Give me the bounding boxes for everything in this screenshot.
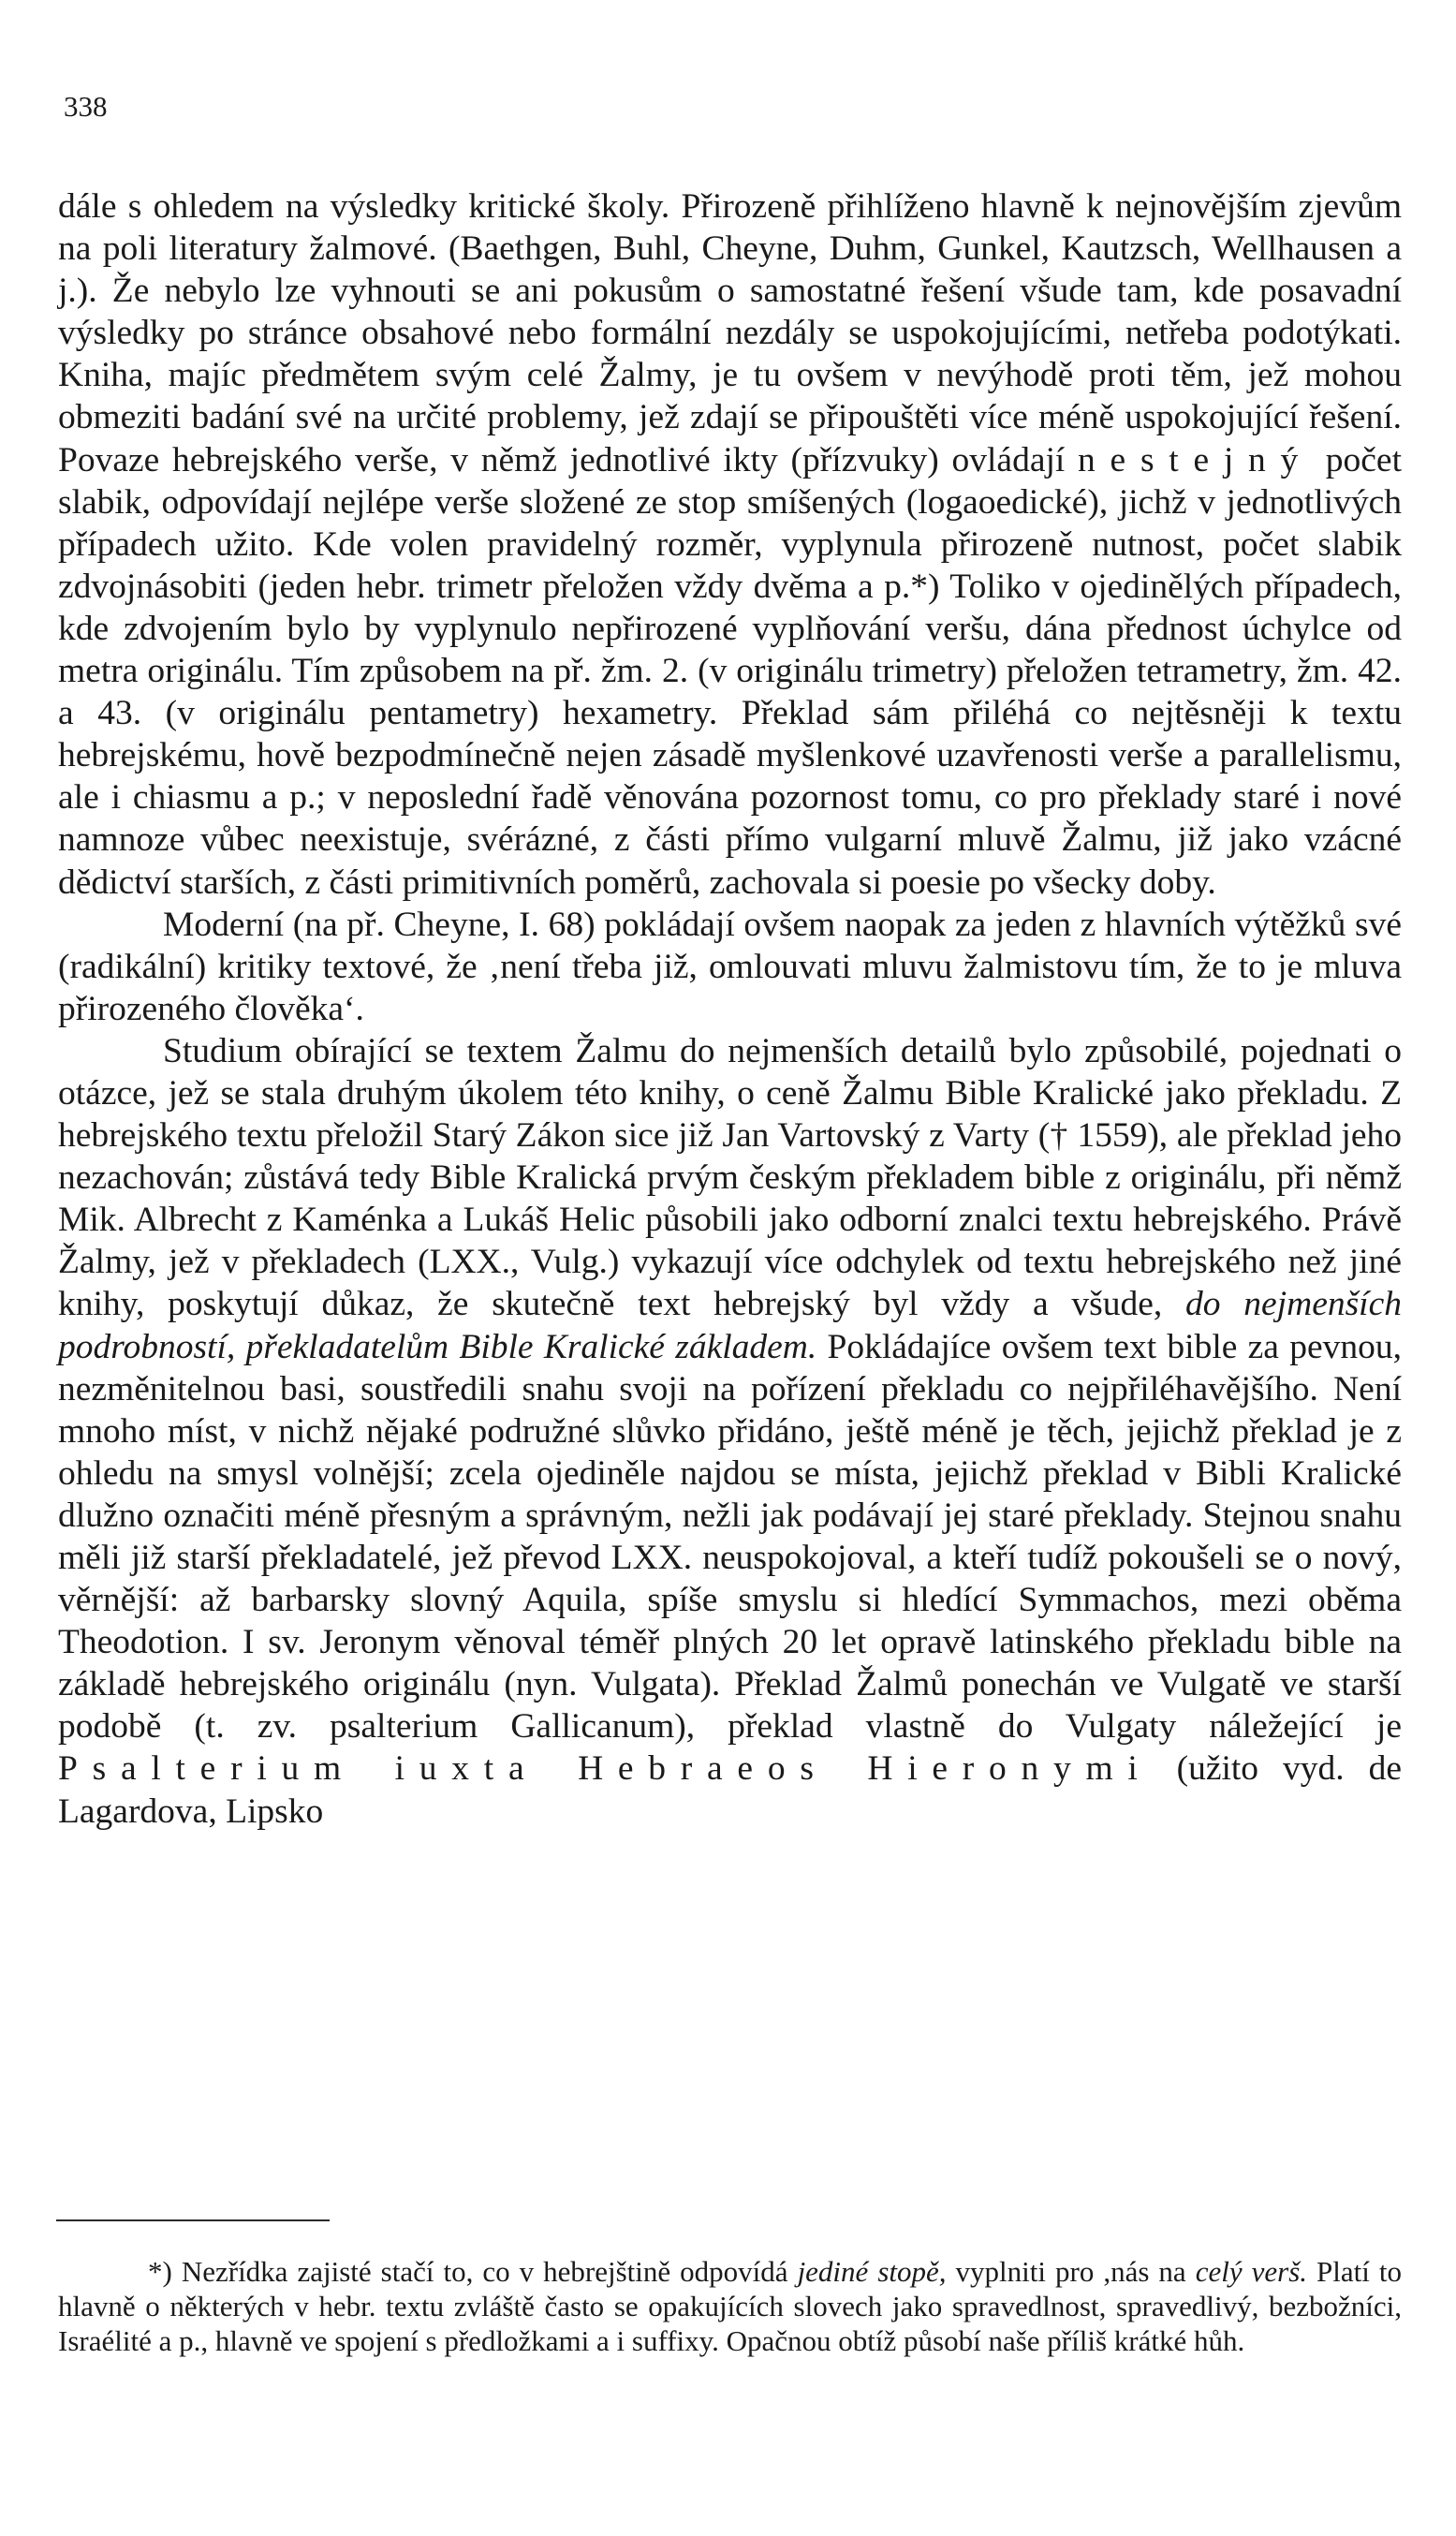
text-segment: Moderní (na př. Cheyne, I. 68) pokládají ovšem naopak za jeden z hlavních výtěžků své (radikální) kritiky textové, že ‚není třeba již, omlouvati mluvu žalmistovu tím, že to je mluva přirozeného člověka‘. [58,905,1402,1028]
paragraph [58,185,1402,904]
body-text [58,185,1402,1833]
text-segment: Pokládajíce ovšem text bible za pevnou, nezměnitelnou basi, soustředili snahu svoji na pořízení překladu co nejpřiléhavějšího. Není mnoho míst, v nichž nějaké podružné slůvko přidáno, ještě méně je těch, jejichž překlad je z ohledu na smysl volnější; zcela ojediněle najdou se místa, jejichž překlad v Bibli Kralické dlužno označiti méně přesným a správným, nežli jak podávají jej staré překlady. Stejnou snahu měli již starší překladatelé, jež převod LXX. neuspokojoval, a kteří tudíž pokoušeli se o nový, věrnější: až barbarsky slovný Aquila, spíše smyslu si hledící Symmachos, mezi oběma Theodotion. I sv. Jeronym věnoval téměř plných 20 let opravě latinského překladu bible na základě hebrejského originálu (nyn. Vulgata). Překlad Žalmů ponechán ve Vulgatě ve starší podobě (t. zv. psalterium Gallicanum), překlad vlastně do Vulgaty náležející je [58,1327,1402,1747]
text-segment: celý verš. [1195,2255,1308,2288]
text-segment: dále s ohledem na výsledky kritické školy. Přirozeně přihlíženo hlavně k nejnovějším zjevům na poli literatury žalmové. (Baethgen, Buhl, Cheyne, Duhm, Gunkel, Kautzsch, Wellhausen a j.). Že nebylo lze vyhnouti se ani pokusům o samostatné řešení všude tam, kde posavadní výsledky po stránce obsahové nebo formální nezdály se uspokojujícími, netřeba podotýkati. Kniha, majíc předmětem svým celé Žalmy, je tu ovšem v nevýhodě proti těm, jež mohou obmeziti badání své na určité problemy, jež zdají se připouštěti více méně uspokojující řešení. Povaze hebrejského verše, v němž jednotlivé ikty (přízvuky) ovládají [58,187,1402,479]
text-segment: (užito vyd. de Lagardova, Lipsko [58,1749,1402,1831]
text-segment: počet slabik, odpovídají nejlépe verše složené ze stop smíšených (logaoedické), jichž v jednotlivých případech užito. Kde volen pravidelný rozměr, vyplynula přirozeně nutnost, počet slabik zdvojnásobiti (jeden hebr. trimetr přeložen vždy dvěma a p.*) Toliko v ojedinělých případech, kde zdvojením bylo by vyplynulo nepřirozené vyplňování veršu, dána přednost úchylce od metra originálu. Tím způsobem na př. žm. 2. (v originálu trimetry) přeložen tetrametry, žm. 42. a 43. (v originálu pentametry) hexametry. Překlad sám přiléhá co nejtěsněji k textu hebrejskému, hově bezpodmínečně nejen zásadě myšlenkové uzavřenosti verše a parallelismu, ale i chiasmu a p.; v neposlední řadě věnována pozornost tomu, co pro překlady staré i nové namnoze vůbec neexistuje, svérázné, z části přímo vulgarní mluvě Žalmu, již jako vzácné dědictví starších, z části primitivních poměrů, zachovala si poesie po všecky doby. [58,440,1402,902]
text-segment: nestejný [1078,440,1314,479]
text-segment: Platí to hlavně o některých v hebr. textu zvláště často se opakujících slovech jako spravedlnost, spravedlivý, bezbožníci, Israélité a p., hlavně ve spojení s předložkami a i suffixy. Opačnou obtíž působí naše příliš krátké hůh. [58,2255,1402,2357]
paragraph [58,1030,1402,1833]
text-segment: Studium obírající se textem Žalmu do nejmenších detailů bylo způsobilé, pojednati o otázce, jež se stala druhým úkolem této knihy, o ceně Žalmu Bible Kralické jako překladu. Z hebrejského textu přeložil Starý Zákon sice již Jan Vartovský z Varty († 1559), ale překlad jeho nezachován; zůstává tedy Bible Kralická prvým českým překladem bible z originálu, při němž Mik. Albrecht z Kaménka a Lukáš Helic působili jako odborní znalci textu hebrejského. Právě Žalmy, jež v překladech (LXX., Vulg.) vykazují více odchylek od textu hebrejského než jiné knihy, poskytují důkaz, že skutečně text hebrejský byl vždy a všude, [58,1031,1402,1324]
footnote-paragraph [58,2254,1402,2358]
footnote-divider [56,2219,330,2221]
text-segment: *) Nezřídka zajisté stačí to, co v hebrejštině odpovídá [148,2255,798,2288]
paragraph [58,904,1402,1030]
text-segment: jediné stopě, [797,2255,947,2288]
text-segment: do nejmenších podrobností, překladatelům Bible Kralické základem. [58,1285,1402,1366]
footnote [58,2254,1402,2358]
text-segment: vyplniti pro ,nás na [946,2255,1196,2288]
text-segment: Psalterium iuxta Hebraeos Hieronymi [58,1749,1153,1789]
page-number: 338 [64,90,108,123]
